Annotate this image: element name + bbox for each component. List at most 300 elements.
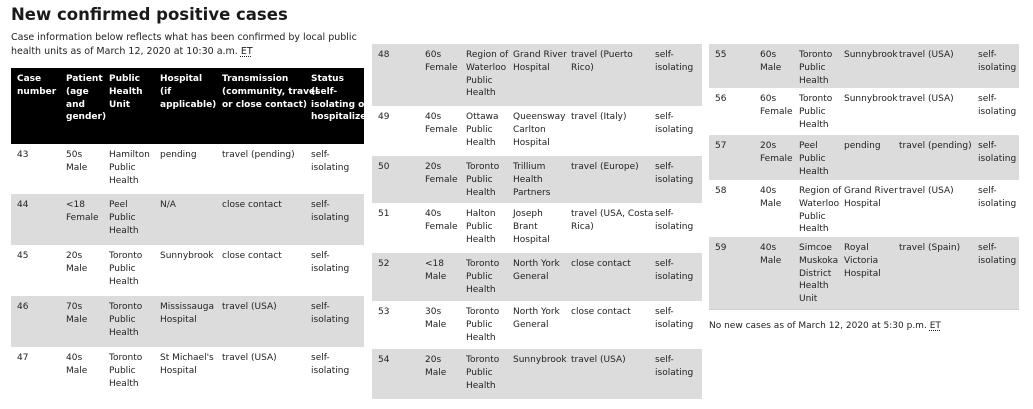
cell-patient-line: 50s [66,150,83,160]
cell-transmission [571,161,639,174]
table-row [709,237,1019,309]
cell-unit-line: Public [109,365,136,376]
cell-transmission-line: Rico) [571,62,594,73]
cell-unit-line: Health [466,332,496,343]
column-header-line: (community, travel [222,86,319,97]
cell-status-line: self-isolating [655,307,694,330]
cell-num [715,49,726,62]
cell-hospital [513,161,550,199]
cell-patient-line: Female [66,212,99,223]
cell-status-line: self-isolating [311,251,350,274]
cell-unit-line: Public [466,124,493,135]
cell-patient [760,93,793,119]
cell-transmission-line: travel (USA) [571,355,626,365]
cell-unit [799,185,841,236]
cell-hospital [160,199,176,212]
cell-num [715,140,726,153]
note-sentence: No new cases as of March 12, 2020 at 5:30 p.m. [709,321,927,331]
table-row [372,349,702,399]
cell-unit-line: Health [466,284,496,295]
cell-transmission [571,258,631,271]
cell-num-line: 50 [378,162,390,172]
cell-unit-line: Toronto [466,162,500,172]
cell-unit-line: Public [109,263,136,274]
column-header [109,73,143,111]
cell-unit-line: District [799,268,832,279]
cell-patient-line: 20s [66,251,83,261]
cell-transmission-line: travel (USA) [899,186,954,196]
cell-transmission-line: travel (USA) [222,302,277,312]
cell-unit-line: Health [799,281,829,292]
cell-unit-line: Region of [799,186,842,196]
column-header-line: Patient [66,74,103,84]
cell-patient [425,208,458,234]
cell-unit-line: Public [109,314,136,325]
cell-status [311,149,364,175]
column-header-line: isolating or [311,99,369,110]
cell-transmission-line: travel (USA) [899,50,954,60]
cell-hospital [844,93,898,106]
cell-transmission [571,49,633,75]
table-row [11,296,364,347]
cell-unit-line: Hamilton [109,150,150,160]
cell-patient-line: Male [66,314,88,325]
cell-patient-line: 20s [425,162,442,172]
cell-unit-line: Toronto [109,302,143,312]
cell-patient-line: Female [425,174,458,185]
cell-hospital [844,242,881,280]
cell-unit [109,149,150,187]
cell-unit-line: Health [109,378,139,389]
cell-patient [760,49,781,75]
column-header-line: number [17,86,57,97]
column-header-line: Public [109,74,140,84]
table-row [11,245,364,296]
cell-hospital-line: St Michael's [160,353,214,363]
cell-hospital [513,111,565,149]
cell-status-line: self-isolating [978,94,1017,117]
cell-hospital-line: Grand River [513,50,567,60]
cell-num [17,352,28,365]
cell-unit [466,306,499,344]
cell-hospital [513,208,550,246]
cell-unit-line: Health [466,380,496,391]
cell-num-line: 51 [378,209,390,219]
cell-patient-line: Female [425,62,458,73]
cell-status-line: self-isolating [655,162,694,185]
cell-patient-line: 40s [760,186,777,196]
cell-transmission [899,49,954,62]
cell-transmission-line: Rica) [571,221,594,232]
cell-hospital-line: Grand River [844,186,898,196]
cell-status [655,111,702,137]
cell-unit-line: Public [109,212,136,223]
cell-hospital-line: Queensway [513,112,566,122]
cell-num-line: 59 [715,243,727,253]
table-row [11,347,364,398]
cell-num-line: 55 [715,50,727,60]
cell-unit-line: Muskoka [799,255,839,266]
cell-num-line: 53 [378,307,390,317]
no-new-cases-note [709,321,941,331]
cell-status-line: self-isolating [311,200,350,223]
cell-patient-line: 20s [425,355,442,365]
cell-unit [109,199,139,237]
cell-patient [425,111,458,137]
cell-status [655,161,702,187]
cell-hospital-line: Hospital [844,198,881,209]
cell-num-line: 56 [715,94,727,104]
cell-unit-line: Peel [109,200,128,210]
cell-hospital-line: pending [160,150,197,160]
cell-status-line: self-isolating [655,259,694,282]
cell-hospital-line: Sunnybrook [160,251,214,261]
column-header [160,73,216,111]
cell-hospital-line: Brant [513,221,538,232]
cell-num [378,49,389,62]
cell-hospital-line: Partners [513,187,551,198]
cell-unit-line: Public [799,106,826,117]
cell-patient-line: 40s [425,209,442,219]
cell-unit-line: Public [109,162,136,173]
column-header [222,73,318,111]
cell-unit-line: Public [799,62,826,73]
cell-patient-line: Male [66,263,88,274]
cell-unit-line: Public [466,221,493,232]
cell-unit-line: Health [109,175,139,186]
cell-unit [799,93,832,131]
cell-num [17,199,28,212]
column-header-line: (self- [311,86,338,97]
column-header-line: Unit [109,99,131,110]
cell-hospital-line: pending [844,141,881,151]
table-row [11,144,364,194]
cell-num [378,306,389,319]
cell-hospital-line: Hospital [513,137,550,148]
table-row [709,180,1019,237]
cell-unit-line: Halton [466,209,496,219]
cell-patient-line: 60s [760,94,777,104]
cell-status-line: self-isolating [978,141,1017,164]
table-row [372,44,702,106]
cell-status [978,93,1019,119]
cell-unit-line: Health [466,234,496,245]
cell-transmission-line: close contact [571,259,631,269]
cell-status [311,199,364,225]
column-header-line: gender) [66,112,107,123]
cell-hospital-line: Royal [844,243,869,253]
cell-hospital-line: North York [513,307,560,317]
cell-hospital-line: Hospital [844,268,881,279]
cell-status-line: self-isolating [655,112,694,135]
cell-unit [466,208,496,246]
cell-patient-line: Male [66,162,88,173]
cell-patient-line: Female [760,106,793,117]
cell-patient [760,242,781,268]
cell-unit-line: Unit [799,294,818,305]
cell-patient-line: Male [66,365,88,376]
cell-unit [466,111,499,149]
cell-patient-line: Male [760,62,782,73]
table-row [372,156,702,203]
cell-status [978,140,1019,166]
cell-num-line: 58 [715,186,727,196]
cell-patient-line: Male [425,367,447,378]
cell-status [655,208,702,234]
column-header-line: Status [311,74,344,84]
cell-patient-line: Male [425,271,447,282]
cell-patient-line: Female [425,221,458,232]
cell-num-line: 49 [378,112,390,122]
cell-hospital [160,149,197,162]
page-title: New confirmed positive cases [11,5,288,24]
cell-status [978,49,1019,75]
cell-num [715,93,726,106]
cell-status-line: self-isolating [311,302,350,325]
cell-transmission [222,301,277,314]
cell-unit-line: Simcoe [799,243,832,253]
cell-hospital-line: Joseph [513,209,543,219]
cell-patient-line: 20s [760,141,777,151]
cell-status [655,354,702,380]
table-header-row [11,68,377,144]
cell-patient-line: Male [760,198,782,209]
cell-status [311,250,364,276]
cell-hospital-line: General [513,271,549,282]
cell-patient [425,306,446,332]
cell-status [655,258,702,284]
cell-patient-line: Female [760,153,793,164]
cell-num-line: 52 [378,259,390,269]
cell-patient-line: Male [425,319,447,330]
cell-unit-line: Toronto [109,251,143,261]
cell-unit-line: Public [799,211,826,222]
cell-unit-line: Health [799,119,829,130]
column-header-line: hospitalized) [311,112,377,123]
cell-unit [109,352,142,390]
cell-num [17,149,28,162]
cell-unit-line: Health [799,166,829,177]
cell-patient-line: 40s [760,243,777,253]
cell-patient [66,250,87,276]
column-header-line: or close contact) [222,99,308,110]
cell-status [311,301,364,327]
cell-unit-line: Health [466,187,496,198]
cell-hospital [513,49,567,75]
cell-unit-line: Waterloo [466,62,507,73]
cell-unit [109,250,142,288]
cell-unit-line: Ottawa [466,112,499,122]
column-header-line: Hospital [160,74,203,84]
cell-hospital-line: Sunnybrook [844,50,898,60]
cell-hospital-line: Carlton [513,124,546,135]
divider [709,309,1019,310]
cell-hospital-line: Mississauga [160,302,214,312]
cell-unit-line: Toronto [109,353,143,363]
cell-unit [466,161,499,199]
cell-patient-line: 30s [425,307,442,317]
cell-unit [799,140,829,178]
cell-patient-line: 70s [66,302,83,312]
cell-transmission-line: close contact [222,200,282,210]
cell-unit [466,354,499,392]
intro-sentence: Case information below reflects what has been confirmed by local public health units as of March 12, 2020 at 10:30 a.m. [11,32,357,57]
column-header-line: Case [17,74,42,84]
table-row [372,301,702,349]
cell-transmission-line: travel (Spain) [899,243,961,253]
cell-hospital-line: Hospital [160,314,197,325]
cell-status-line: self-isolating [311,150,350,173]
cell-unit-line: Public [466,367,493,378]
cell-hospital-line: Health [513,174,543,185]
cell-hospital [513,354,567,367]
cell-patient-line: <18 [66,200,85,210]
cell-status [655,306,702,332]
cell-patient-line: Male [760,255,782,266]
cell-status [311,352,364,378]
cell-unit [799,49,832,87]
cell-num-line: 45 [17,251,29,261]
cell-transmission [899,242,960,255]
table-row [709,88,1019,135]
cell-transmission [899,140,972,153]
cell-hospital-line: Trillium [513,162,546,172]
timezone-abbr[interactable]: ET [240,46,253,57]
cell-unit-line: Public [466,75,493,86]
cell-hospital-line: North York [513,259,560,269]
cell-unit-line: Public [466,319,493,330]
cell-status-line: self-isolating [978,243,1017,266]
cell-transmission-line: travel (Italy) [571,112,627,122]
cell-unit-line: Public [466,174,493,185]
cell-hospital [844,140,881,153]
cell-status [978,242,1019,268]
column-header-line: Transmission [222,74,289,84]
cell-unit-line: Toronto [466,259,500,269]
column-header-line: and [66,99,85,110]
cell-transmission-line: travel (pending) [899,141,972,151]
cell-unit [109,301,142,339]
cell-status-line: self-isolating [311,353,350,376]
cell-status [978,185,1019,211]
cell-num-line: 48 [378,50,390,60]
cell-unit-line: Peel [799,141,818,151]
cell-hospital-line: Sunnybrook [513,355,567,365]
cell-unit-line: Health [466,137,496,148]
cell-transmission [899,185,954,198]
column-header [17,73,56,99]
cell-num [378,258,389,271]
cell-unit-line: Public [799,153,826,164]
cell-num [715,185,726,198]
cell-num-line: 43 [17,150,29,160]
cell-transmission [222,250,282,263]
cell-num [378,111,389,124]
cell-patient-line: 60s [760,50,777,60]
cell-hospital-line: Victoria [844,255,879,266]
cell-patient-line: 40s [66,353,83,363]
cell-patient [425,354,446,380]
cell-patient-line: 40s [425,112,442,122]
cell-transmission [222,352,277,365]
cell-unit-line: Health [109,327,139,338]
cell-unit-line: Toronto [466,355,500,365]
cell-transmission [899,93,954,106]
cell-hospital [160,352,214,378]
table-row [709,135,1019,180]
cell-hospital [844,185,898,211]
cell-hospital-line: Hospital [160,365,197,376]
cell-transmission-line: travel (Puerto [571,50,633,60]
cell-num [715,242,726,255]
cell-transmission-line: travel (pending) [222,150,295,160]
cell-hospital [844,49,898,62]
cell-transmission [571,354,626,367]
cell-unit [799,242,838,306]
cell-num-line: 54 [378,355,390,365]
column-header [311,73,377,124]
cell-num-line: 47 [17,353,29,363]
cell-num [378,161,389,174]
cell-patient [760,185,781,211]
cell-num [17,301,28,314]
cell-status-line: self-isolating [655,355,694,378]
cell-num-line: 46 [17,302,29,312]
cell-transmission [571,208,653,234]
cell-transmission [571,306,631,319]
cell-unit-line: Toronto [799,50,833,60]
column-header-line: (age [66,86,89,97]
cell-hospital-line: Hospital [513,62,550,73]
cell-num-line: 57 [715,141,727,151]
cell-transmission-line: travel (USA) [222,353,277,363]
cell-patient [66,199,99,225]
cell-hospital [160,250,214,263]
column-header [66,73,106,124]
cell-patient [66,301,87,327]
cell-patient [760,140,793,166]
table-row [372,203,702,253]
cell-patient-line: 60s [425,50,442,60]
cell-transmission-line: close contact [222,251,282,261]
intro-text [11,31,366,59]
cell-unit-line: Waterloo [799,198,840,209]
cell-num-line: 44 [17,200,29,210]
cell-patient [425,161,458,187]
cell-status [655,49,702,75]
cell-unit [466,258,499,296]
cell-num [17,250,28,263]
timezone-abbr[interactable]: ET [929,321,941,331]
table-row [372,106,702,156]
cell-transmission [222,199,282,212]
cell-patient-line: Female [425,124,458,135]
cell-patient [66,149,87,175]
cell-hospital-line: Hospital [513,234,550,245]
cell-patient-line: <18 [425,259,444,269]
column-header-line: applicable) [160,99,217,110]
cell-transmission-line: travel (Europe) [571,162,639,172]
cell-hospital-line: General [513,319,549,330]
cell-unit [466,49,508,100]
cell-num [378,354,389,367]
cell-transmission-line: travel (USA) [899,94,954,104]
cell-hospital [513,258,560,284]
column-header-line: (if [160,86,172,97]
cell-patient [425,49,458,75]
cell-transmission [222,149,295,162]
cell-unit-line: Region of [466,50,509,60]
